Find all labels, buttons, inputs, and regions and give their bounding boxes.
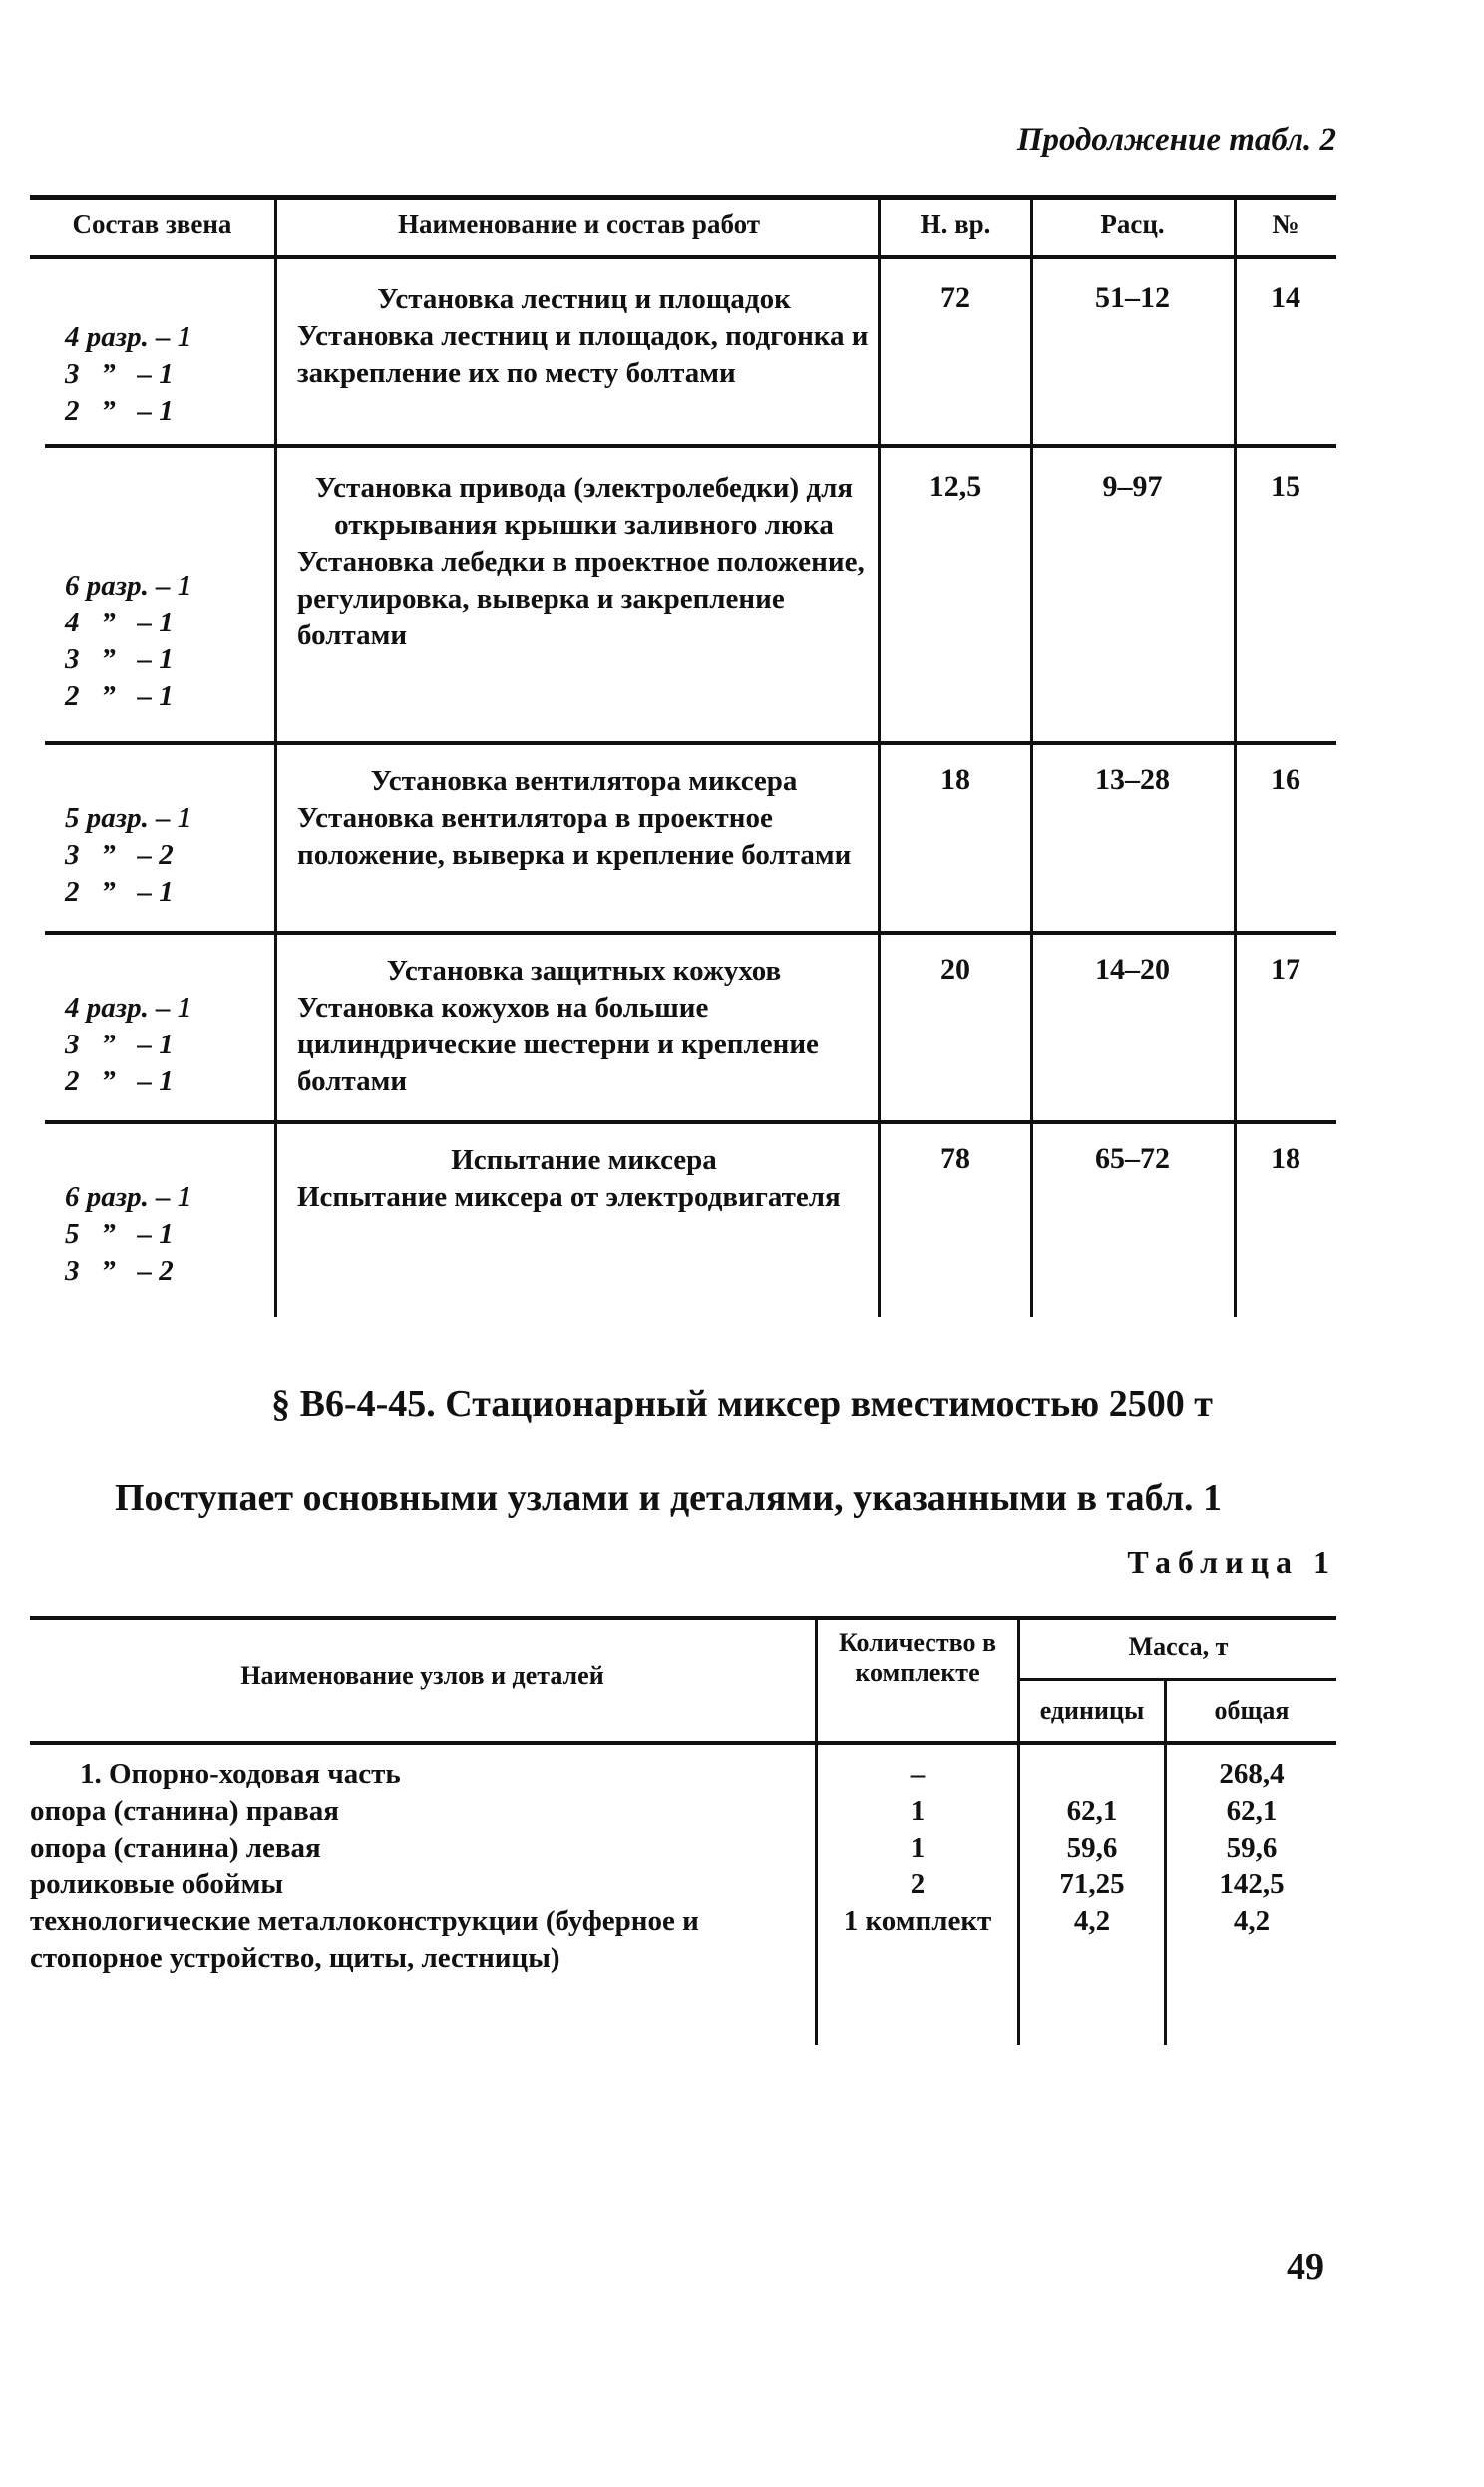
item-mass-unit: 62,1	[1066, 1795, 1118, 1827]
header-mass: Масса, т	[1128, 1632, 1229, 1661]
crew-composition: 6 разр. – 1 4 ” – 1 3 ” – 1 2 ” – 1	[65, 570, 192, 712]
item-number: 16	[1271, 763, 1300, 796]
work-details: Испытание миксера от электродвигателя	[297, 1181, 841, 1213]
work-details: Установка вентилятора в проектное положение, выверка и крепление болтами	[297, 802, 852, 871]
rate: 65–72	[1095, 1142, 1170, 1175]
table-row	[30, 745, 1336, 930]
work-title: Установка привода (электролебедки) для открывания крышки заливного люка	[314, 472, 854, 541]
mass-subheader-rule	[1017, 1678, 1336, 1681]
item-quantity: 1	[910, 1795, 926, 1827]
item-name: роликовые обоймы	[30, 1868, 283, 1900]
work-details: Установка лестниц и площадок, подгонка и закрепление их по месту болтами	[297, 320, 869, 389]
item-number: 15	[1271, 470, 1300, 503]
table-row	[30, 1124, 1336, 1317]
item-name: опора (станина) правая	[30, 1795, 339, 1827]
work-description	[297, 763, 871, 874]
item-number: 14	[1271, 281, 1300, 314]
header-mass-unit: единицы	[1039, 1696, 1145, 1725]
crew-composition: 6 разр. – 1 5 ” – 1 3 ” – 2	[65, 1181, 192, 1287]
work-title: Установка лестниц и площадок	[377, 283, 791, 315]
work-details: Установка лебедки в проектное положение, регулировка, выверка и закрепление болтами	[297, 546, 865, 651]
header-rate: Расц.	[1100, 209, 1165, 239]
norm-time: 18	[940, 763, 970, 796]
rate: 14–20	[1095, 953, 1170, 986]
item-mass-total: 62,1	[1226, 1795, 1278, 1827]
work-description	[297, 1142, 871, 1216]
item-mass-unit: 4,2	[1073, 1905, 1111, 1937]
item-number: 18	[1271, 1142, 1300, 1175]
table-row	[30, 448, 1336, 737]
work-title: Установка защитных кожухов	[386, 955, 782, 987]
norm-time: 72	[940, 281, 970, 314]
header-number: №	[1272, 209, 1299, 239]
item-quantity: –	[910, 1758, 926, 1790]
work-description	[297, 281, 871, 392]
header-crew: Состав звена	[72, 209, 232, 239]
work-description	[297, 470, 871, 654]
page-number: 49	[1287, 2246, 1324, 2287]
section-heading: § В6-4-45. Стационарный миксер вместимостью 2500 т	[271, 1383, 1213, 1425]
work-description	[297, 953, 871, 1100]
table-2	[30, 195, 1336, 1317]
item-mass-unit: 59,6	[1066, 1832, 1118, 1864]
item-name: 1. Опорно-ходовая часть	[80, 1758, 401, 1790]
rate: 13–28	[1095, 763, 1170, 796]
item-name: опора (станина) левая	[30, 1832, 321, 1864]
rate: 9–97	[1102, 470, 1163, 503]
work-details: Установка кожухов на большие цилиндрические шестерни и крепление болтами	[297, 992, 819, 1097]
header-work: Наименование и состав работ	[397, 209, 760, 239]
crew-composition: 4 разр. – 1 3 ” – 1 2 ” – 1	[65, 992, 192, 1097]
norm-time: 78	[940, 1142, 970, 1175]
item-quantity: 1 комплект	[843, 1905, 992, 1937]
continuation-title: Продолжение табл. 2	[1016, 122, 1336, 158]
norm-time: 20	[940, 953, 970, 986]
table-row	[30, 935, 1336, 1119]
item-mass-total: 4,2	[1233, 1905, 1271, 1937]
rate: 51–12	[1095, 281, 1170, 314]
item-name: технологические металлоконструкции (буферное и стопорное устройство, щиты, лестницы)	[30, 1905, 699, 1974]
supply-text: Поступает основными узлами и деталями, указанными в табл. 1	[115, 1477, 1223, 1519]
crew-composition: 5 разр. – 1 3 ” – 2 2 ” – 1	[65, 802, 192, 908]
header-name: Наименование узлов и деталей	[240, 1661, 604, 1690]
item-quantity: 2	[910, 1868, 926, 1900]
work-title: Установка вентилятора миксера	[370, 765, 798, 797]
item-number: 17	[1271, 953, 1300, 986]
table-1	[30, 1616, 1336, 2045]
table-label: Таблица 1	[1127, 1544, 1336, 1580]
work-title: Испытание миксера	[451, 1144, 717, 1176]
header-norm: Н. вр.	[920, 209, 991, 239]
header-rule	[30, 1741, 1336, 1745]
header-mass-total: общая	[1214, 1696, 1290, 1725]
item-mass-total: 142,5	[1219, 1868, 1285, 1900]
table-top-rule	[30, 1616, 1336, 1620]
table-header-row	[30, 200, 1336, 255]
item-mass-total: 268,4	[1219, 1758, 1285, 1790]
norm-time: 12,5	[928, 470, 982, 503]
table-row	[30, 259, 1336, 444]
item-mass-total: 59,6	[1226, 1832, 1278, 1864]
crew-composition: 4 разр. – 1 3 ” – 1 2 ” – 1	[65, 321, 192, 427]
item-mass-unit: 71,25	[1059, 1868, 1125, 1900]
header-quantity: Количество в комплекте	[838, 1628, 997, 1687]
item-quantity: 1	[910, 1832, 926, 1864]
